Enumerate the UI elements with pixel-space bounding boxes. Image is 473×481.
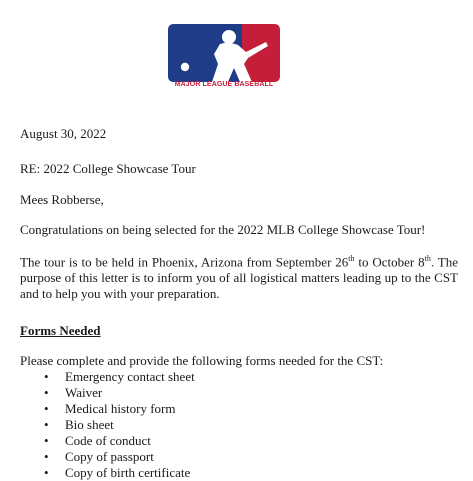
tour-text-part1: The tour is to be held in Phoenix, Arizona from September 26 xyxy=(20,254,349,270)
bullet-icon: • xyxy=(44,433,49,448)
tour-paragraph xyxy=(20,251,458,302)
bullet-icon: • xyxy=(44,465,49,480)
form-item-label: Emergency contact sheet xyxy=(65,369,195,384)
list-item xyxy=(44,401,195,417)
form-item-label: Copy of passport xyxy=(65,449,154,464)
form-item-label: Bio sheet xyxy=(65,417,114,432)
congratulations-line: Congratulations on being selected for the 2022 MLB College Showcase Tour! xyxy=(20,222,426,237)
forms-list xyxy=(44,369,195,481)
bullet-icon: • xyxy=(44,369,49,384)
bullet-icon: • xyxy=(44,449,49,464)
list-item xyxy=(44,465,195,481)
list-item xyxy=(44,433,195,449)
list-item xyxy=(44,369,195,385)
list-item xyxy=(44,417,195,433)
form-item-label: Copy of birth certificate xyxy=(65,465,191,480)
tour-text-part2: to October 8 xyxy=(354,254,425,270)
re-line: RE: 2022 College Showcase Tour xyxy=(20,161,196,176)
list-item xyxy=(44,385,195,401)
bullet-icon: • xyxy=(44,417,49,432)
logo-wordmark: MAJOR LEAGUE BASEBALL xyxy=(174,81,274,88)
list-item xyxy=(44,449,195,465)
tour-sup-2: th xyxy=(424,254,431,263)
tour-sup-1: th xyxy=(348,254,355,263)
forms-intro: Please complete and provide the following forms needed for the CST: xyxy=(20,353,384,368)
form-item-label: Waiver xyxy=(65,385,103,400)
letter-date: August 30, 2022 xyxy=(20,126,107,141)
form-item-label: Medical history form xyxy=(65,401,176,416)
form-item-label: Code of conduct xyxy=(65,433,151,448)
bullet-icon: • xyxy=(44,401,49,416)
forms-heading: Forms Needed xyxy=(20,323,101,338)
salutation: Mees Robberse, xyxy=(20,192,104,207)
tour-text-part3: . The purpose of this letter is to inform you of all logistical matters leading up to the CST and to help you with your preparation. xyxy=(20,254,458,302)
bullet-icon: • xyxy=(44,385,49,400)
